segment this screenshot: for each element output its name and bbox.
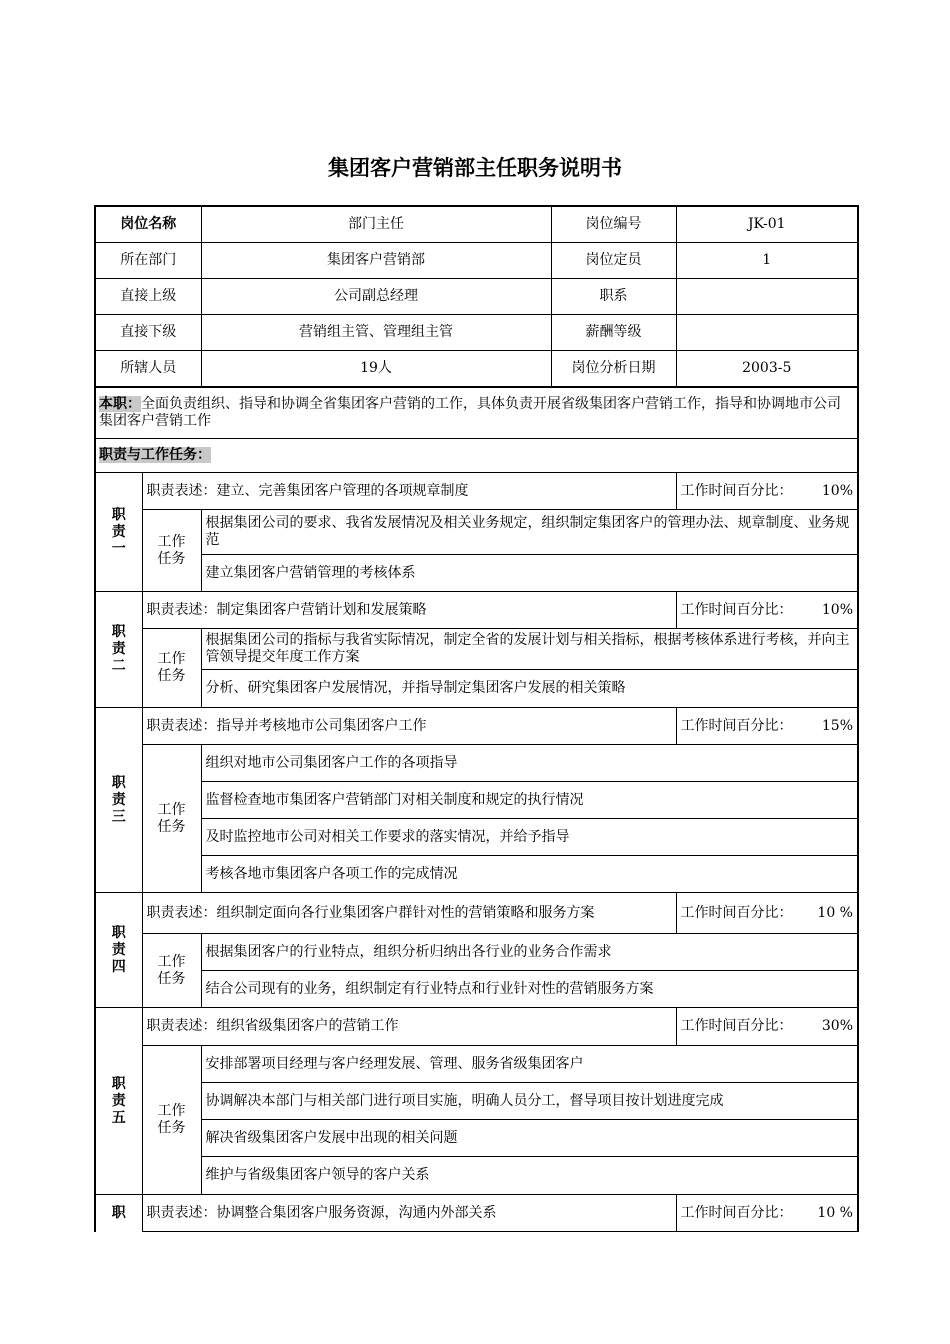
field-value — [676, 315, 858, 351]
task-row — [95, 670, 858, 708]
task-item: 结合公司现有的业务，组织制定有行业特点和行业针对性的营销服务方案 — [201, 971, 858, 1008]
field-value — [676, 279, 858, 315]
field-value: 集团客户营销部 — [201, 243, 551, 279]
task-label — [142, 934, 201, 1008]
duty-desc-row — [95, 592, 858, 629]
header-row — [95, 351, 858, 388]
task-label-text: 工作任务 — [157, 801, 186, 835]
duty-label — [95, 893, 142, 1008]
task-row — [95, 1120, 858, 1157]
field-label: 薪酬等级 — [551, 315, 676, 351]
duty-percentage — [676, 893, 858, 934]
summary-row — [95, 387, 858, 439]
task-item: 根据集团公司的指标与我省实际情况，制定全省的发展计划与相关指标，根据考核体系进行考核，并向主管领导提交年度工作方案 — [201, 629, 858, 670]
pct-value: 10% — [821, 482, 853, 499]
task-row — [95, 1157, 858, 1195]
summary-cell — [95, 387, 858, 439]
pct-label: 工作时间百分比： — [680, 601, 793, 618]
duty-desc-row — [95, 1195, 858, 1232]
duty-description: 职责表述：指导并考核地市公司集团客户工作 — [142, 708, 676, 745]
pct-value: 15% — [821, 717, 853, 734]
duty-percentage — [676, 473, 858, 510]
task-row — [95, 510, 858, 555]
duty-desc-row — [95, 1008, 858, 1046]
pct-label: 工作时间百分比： — [680, 717, 793, 734]
duty-label-text: 职责五 — [111, 1075, 126, 1126]
task-item: 根据集团客户的行业特点，组织分析归纳出各行业的业务合作需求 — [201, 934, 858, 971]
pct-label: 工作时间百分比： — [680, 1204, 793, 1221]
field-value: 部门主任 — [201, 206, 551, 243]
field-label: 所辖人员 — [95, 351, 201, 388]
header-row — [95, 315, 858, 351]
pct-label: 工作时间百分比： — [680, 482, 793, 499]
document-title: 集团客户营销部主任职务说明书 — [328, 156, 622, 180]
duty-description: 职责表述：组织制定面向各行业集团客户群针对性的营销策略和服务方案 — [142, 893, 676, 934]
task-item: 分析、研究集团客户发展情况，并指导制定集团客户发展的相关策略 — [201, 670, 858, 708]
task-item: 考核各地市集团客户各项工作的完成情况 — [201, 856, 858, 893]
task-item: 建立集团客户营销管理的考核体系 — [201, 555, 858, 592]
task-row — [95, 1046, 858, 1083]
duty-label — [95, 1008, 142, 1195]
pct-value: 10 % — [817, 904, 853, 921]
pct-label: 工作时间百分比： — [680, 1018, 793, 1034]
field-label: 直接上级 — [95, 279, 201, 315]
task-row — [95, 782, 858, 819]
duties-heading-cell — [95, 439, 858, 473]
duty-label-text: 职责四 — [111, 924, 126, 975]
duty-desc-row — [95, 708, 858, 745]
pct-value: 10% — [821, 601, 853, 618]
summary-label: 本职： — [99, 396, 141, 412]
header-row — [95, 206, 858, 243]
field-value: 营销组主管、管理组主管 — [201, 315, 551, 351]
task-row — [95, 1083, 858, 1120]
duty-percentage — [676, 708, 858, 745]
task-label — [142, 1046, 201, 1195]
pct-label: 工作时间百分比： — [680, 904, 793, 921]
duty-label-text: 职责二 — [111, 624, 126, 674]
header-row — [95, 279, 858, 315]
task-row — [95, 555, 858, 592]
field-label: 岗位定员 — [551, 243, 676, 279]
duty-desc-row — [95, 893, 858, 934]
task-item: 根据集团公司的要求、我省发展情况及相关业务规定，组织制定集团客户的管理办法、规章制度、业务规范 — [201, 510, 858, 555]
duty-label — [95, 708, 142, 893]
task-label-text: 工作任务 — [157, 953, 186, 987]
duty-description: 职责表述：协调整合集团客户服务资源，沟通内外部关系 — [142, 1195, 676, 1232]
task-row — [95, 819, 858, 856]
duty-percentage — [676, 1195, 858, 1232]
duty-percentage — [676, 592, 858, 629]
pct-value: 30% — [821, 1018, 853, 1034]
field-label: 岗位名称 — [95, 206, 201, 243]
task-row — [95, 629, 858, 670]
task-label-text: 工作任务 — [157, 533, 186, 567]
duty-label — [95, 592, 142, 708]
field-value: 19人 — [201, 351, 551, 388]
duty-description: 职责表述：组织省级集团客户的营销工作 — [142, 1008, 676, 1046]
field-value: 公司副总经理 — [201, 279, 551, 315]
field-label: 所在部门 — [95, 243, 201, 279]
task-item: 协调解决本部门与相关部门进行项目实施，明确人员分工，督导项目按计划进度完成 — [201, 1083, 858, 1120]
field-label: 岗位编号 — [551, 206, 676, 243]
duty-label — [95, 1195, 142, 1232]
duty-label-text: 职责三 — [111, 774, 126, 825]
field-value: 2003-5 — [676, 351, 858, 388]
task-row — [95, 971, 858, 1008]
field-label: 职系 — [551, 279, 676, 315]
task-label — [142, 745, 201, 893]
task-item: 及时监控地市公司对相关工作要求的落实情况，并给予指导 — [201, 819, 858, 856]
field-label: 岗位分析日期 — [551, 351, 676, 388]
duty-label — [95, 473, 142, 592]
task-item: 组织对地市公司集团客户工作的各项指导 — [201, 745, 858, 782]
header-row — [95, 243, 858, 279]
field-label: 直接下级 — [95, 315, 201, 351]
task-label-text: 工作任务 — [157, 651, 186, 684]
field-value: JK-01 — [676, 206, 858, 243]
duty-percentage — [676, 1008, 858, 1046]
field-value: 1 — [676, 243, 858, 279]
task-label — [142, 510, 201, 592]
duty-label-text: 职责一 — [111, 506, 126, 557]
summary-text: 全面负责组织、指导和协调全省集团客户营销的工作，具体负责开展省级集团客户营销工作，指导和协调地市公司集团客户营销工作 — [99, 396, 841, 429]
task-row — [95, 856, 858, 893]
duties-heading: 职责与工作任务： — [99, 447, 211, 463]
duty-label-text: 职 — [111, 1204, 126, 1221]
task-item: 监督检查地市集团客户营销部门对相关制度和规定的执行情况 — [201, 782, 858, 819]
task-row — [95, 934, 858, 971]
pct-value: 10 % — [817, 1204, 853, 1221]
task-item: 维护与省级集团客户领导的客户关系 — [201, 1157, 858, 1195]
duty-description: 职责表述：制定集团客户营销计划和发展策略 — [142, 592, 676, 629]
duty-description: 职责表述：建立、完善集团客户管理的各项规章制度 — [142, 473, 676, 510]
task-item: 解决省级集团客户发展中出现的相关问题 — [201, 1120, 858, 1157]
task-row — [95, 745, 858, 782]
task-label — [142, 629, 201, 708]
duties-heading-row — [95, 439, 858, 473]
task-label-text: 工作任务 — [157, 1103, 186, 1136]
job-description-table — [94, 205, 859, 1232]
task-item: 安排部署项目经理与客户经理发展、管理、服务省级集团客户 — [201, 1046, 858, 1083]
duty-desc-row — [95, 473, 858, 510]
